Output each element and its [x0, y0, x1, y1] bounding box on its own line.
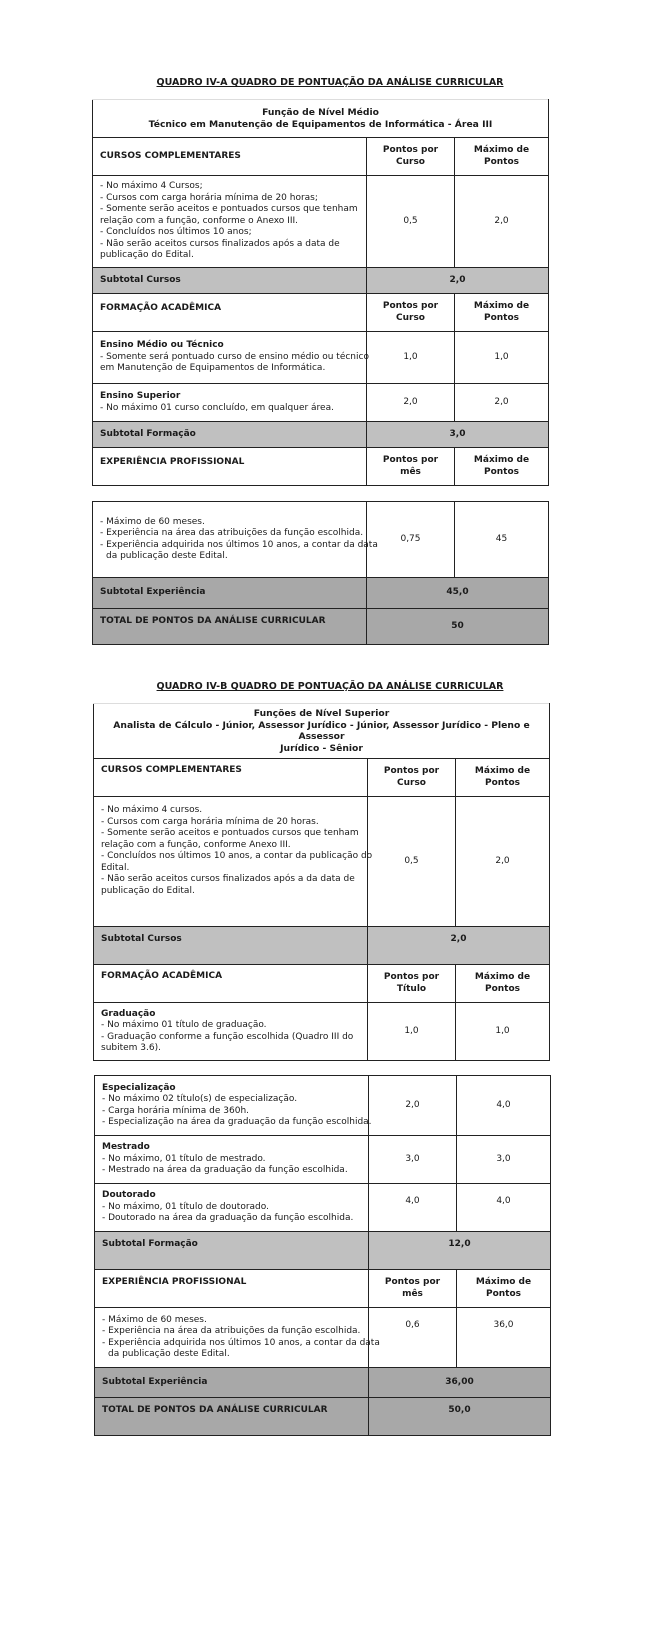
table-row	[95, 1136, 551, 1184]
column-header-maximo	[457, 1270, 551, 1308]
criteria-text	[94, 797, 373, 927]
criteria-line: - Experiência adquirida nos últimos 10 anos, a contar da data	[100, 539, 378, 550]
label: Curso	[396, 156, 425, 167]
quadro-b-header-row	[94, 704, 550, 759]
header-line: Técnico em Manutenção de Equipamentos de Informática - Área III	[148, 118, 493, 130]
criteria-line: - Doutorado na área da graduação da função escolhida.	[102, 1213, 354, 1224]
subtotal-row	[93, 578, 549, 609]
subtotal-value: 3,0	[367, 422, 549, 448]
section-heading: CURSOS COMPLEMENTARES	[94, 759, 368, 797]
subtotal-row	[93, 422, 549, 448]
subtotal-value: 12,0	[369, 1232, 551, 1270]
column-header-pontos	[368, 965, 456, 1003]
label: Máximo de	[473, 455, 530, 465]
criteria-line: - Somente será pontuado curso de ensino médio ou técnico	[100, 351, 369, 362]
criteria-title: Ensino Médio ou Técnico	[100, 340, 224, 351]
pontos-value: 2,0	[369, 1076, 457, 1136]
subtotal-label: Subtotal Experiência	[95, 1368, 369, 1398]
quadro-b-header	[94, 704, 550, 759]
formacao-heading-row	[93, 294, 549, 332]
criteria-line: relação com a função, conforme o Anexo III.	[100, 215, 298, 226]
label: Máximo de	[473, 145, 530, 155]
subtotal-value: 2,0	[367, 268, 549, 294]
criteria-line: subitem 3.6).	[101, 1043, 161, 1053]
subtotal-value: 45,0	[367, 578, 549, 609]
pontos-value: 0,6	[369, 1308, 457, 1368]
criteria-line: - Graduação conforme a função escolhida (Quadro III do	[101, 1031, 354, 1042]
quadro-a-experiencia-table	[92, 501, 549, 645]
criteria-line: publicação do Edital.	[101, 885, 195, 896]
table-row	[95, 1184, 551, 1232]
quadro-b-formacao-table	[94, 1075, 551, 1436]
maximo-value: 2,0	[455, 176, 549, 268]
cursos-heading-row	[94, 759, 550, 797]
criteria-title: Doutorado	[102, 1190, 156, 1201]
label: Pontos	[485, 1288, 522, 1299]
total-label: TOTAL DE PONTOS DA ANÁLISE CURRICULAR	[93, 609, 367, 645]
column-header-maximo	[455, 294, 549, 332]
column-header-maximo	[455, 448, 549, 486]
column-header-pontos	[367, 448, 455, 486]
maximo-value: 1,0	[456, 1003, 550, 1061]
criteria-line: - Experiência adquirida nos últimos 10 anos, a contar da data	[102, 1337, 380, 1348]
maximo-value: 2,0	[455, 384, 549, 422]
maximo-value: 4,0	[457, 1184, 551, 1232]
criteria-line: da publicação deste Edital.	[106, 551, 228, 561]
header-line: Analista de Cálculo - Júnior, Assessor Jurídico - Júnior, Assessor Jurídico - Pleno e Assessor	[113, 719, 530, 742]
table-row	[93, 502, 549, 578]
maximo-value: 36,0	[457, 1308, 551, 1368]
table-row	[95, 1308, 551, 1368]
pontos-value: 4,0	[369, 1184, 457, 1232]
label: Curso	[397, 777, 426, 788]
quadro-b-title: QUADRO IV-B QUADRO DE PONTUAÇÃO DA ANÁLISE CURRICULAR	[156, 681, 504, 692]
subtotal-row	[95, 1368, 551, 1398]
criteria-text	[95, 1076, 372, 1136]
subtotal-label: Subtotal Experiência	[93, 578, 367, 609]
label: Pontos por	[382, 145, 439, 155]
criteria-line: - Especialização na área da graduação da função escolhida.	[102, 1117, 372, 1127]
label: Máximo de	[474, 766, 531, 776]
criteria-line: - Cursos com carga horária mínima de 20 horas.	[101, 816, 319, 827]
column-header-maximo	[456, 965, 550, 1003]
table-row	[93, 384, 549, 422]
criteria-text	[95, 1136, 369, 1184]
criteria-line: - No máximo 01 curso concluído, em qualquer área.	[100, 402, 334, 413]
section-heading: CURSOS COMPLEMENTARES	[93, 138, 367, 176]
section-heading: FORMAÇÃO ACADÊMICA	[93, 294, 367, 332]
subtotal-label: Subtotal Formação	[95, 1232, 369, 1270]
criteria-line: - No máximo 02 título(s) de especialização.	[102, 1094, 298, 1104]
criteria-line: - No máximo 4 cursos.	[101, 805, 203, 815]
cursos-heading-row	[93, 138, 549, 176]
experiencia-heading-row	[93, 448, 549, 486]
experiencia-heading-row	[95, 1270, 551, 1308]
quadro-a-header-row	[93, 100, 549, 138]
header-line: Jurídico - Sênior	[280, 742, 363, 754]
criteria-line: - Mestrado na área da graduação da função escolhida.	[102, 1165, 348, 1176]
maximo-value: 3,0	[457, 1136, 551, 1184]
criteria-line: - No máximo, 01 título de mestrado.	[102, 1153, 266, 1164]
criteria-text	[95, 1308, 380, 1368]
label: Pontos por	[382, 455, 439, 465]
label: Pontos por	[383, 766, 440, 776]
label: Pontos por	[383, 972, 440, 982]
header-line: Função de Nível Médio	[262, 107, 379, 118]
criteria-text	[93, 502, 378, 578]
subtotal-row	[94, 927, 550, 965]
table-row	[93, 176, 549, 268]
section-heading: EXPERIÊNCIA PROFISSIONAL	[95, 1270, 369, 1308]
pontos-value: 0,5	[368, 797, 456, 927]
label: Máximo de	[473, 301, 530, 311]
total-label: TOTAL DE PONTOS DA ANÁLISE CURRICULAR	[95, 1398, 369, 1436]
criteria-text	[93, 384, 367, 422]
total-value: 50	[367, 609, 549, 645]
pontos-value: 3,0	[369, 1136, 457, 1184]
label: Pontos por	[382, 301, 439, 311]
label: Pontos	[484, 312, 520, 323]
label: Máximo de	[474, 972, 531, 982]
pontos-value: 0,5	[367, 176, 455, 268]
criteria-line: - Experiência na área da atribuições da função escolhida.	[102, 1326, 361, 1336]
label: Pontos	[484, 156, 520, 167]
pontos-value: 2,0	[367, 384, 455, 422]
criteria-line: - Somente serão aceitos e pontuados cursos que tenham	[101, 828, 359, 838]
criteria-title: Mestrado	[102, 1142, 150, 1153]
criteria-line: - Carga horária mínima de 360h.	[102, 1105, 250, 1116]
subtotal-label: Subtotal Cursos	[94, 927, 368, 965]
criteria-title: Graduação	[101, 1008, 156, 1019]
label: Pontos	[484, 466, 520, 477]
label: Pontos por	[384, 1277, 441, 1287]
criteria-line: - Concluídos nos últimos 10 anos;	[100, 227, 252, 238]
subtotal-label: Subtotal Cursos	[93, 268, 367, 294]
column-header-maximo	[455, 138, 549, 176]
subtotal-row	[95, 1232, 551, 1270]
criteria-line: - Experiência na área das atribuições da função escolhida.	[100, 528, 364, 538]
criteria-text	[93, 176, 367, 268]
total-row	[93, 609, 549, 645]
header-line: Funções de Nível Superior	[253, 708, 390, 719]
criteria-text	[94, 1003, 368, 1061]
criteria-line: - Máximo de 60 meses.	[100, 516, 205, 527]
section-heading: FORMAÇÃO ACADÊMICA	[94, 965, 368, 1003]
criteria-line: - Concluídos nos últimos 10 anos, a contar da publicação do	[101, 851, 373, 861]
quadro-a-header	[93, 100, 549, 138]
label: Curso	[396, 312, 425, 323]
subtotal-value: 36,00	[369, 1368, 551, 1398]
criteria-line: publicação do Edital.	[100, 250, 194, 261]
formacao-heading-row	[94, 965, 550, 1003]
maximo-value: 4,0	[457, 1076, 551, 1136]
criteria-line: - No máximo 4 Cursos;	[100, 181, 203, 192]
total-row	[95, 1398, 551, 1436]
subtotal-label: Subtotal Formação	[93, 422, 367, 448]
criteria-line: - Cursos com carga horária mínima de 20 horas;	[100, 192, 318, 203]
label: Título	[396, 983, 427, 994]
criteria-line: - No máximo 01 título de graduação.	[101, 1020, 267, 1030]
criteria-text	[93, 332, 367, 384]
criteria-title: Especialização	[102, 1082, 176, 1093]
label: mês	[400, 466, 421, 477]
maximo-value: 2,0	[456, 797, 550, 927]
column-header-pontos	[368, 759, 456, 797]
column-header-pontos	[367, 294, 455, 332]
table-row	[94, 797, 550, 927]
criteria-line: - Somente serão aceitos e pontuados cursos que tenham	[100, 204, 358, 215]
quadro-a-table	[92, 99, 549, 486]
criteria-title: Ensino Superior	[100, 391, 181, 401]
label: Pontos	[484, 777, 521, 788]
quadro-b-table	[93, 703, 550, 1061]
section-heading: EXPERIÊNCIA PROFISSIONAL	[93, 448, 367, 486]
label: mês	[402, 1288, 423, 1299]
criteria-text	[95, 1184, 369, 1232]
label: Máximo de	[475, 1277, 532, 1287]
quadro-a-title: QUADRO IV-A QUADRO DE PONTUAÇÃO DA ANÁLISE CURRICULAR	[156, 77, 504, 88]
table-row	[95, 1076, 551, 1136]
pontos-value: 0,75	[367, 502, 455, 578]
label: Pontos	[484, 983, 521, 994]
column-header-pontos	[367, 138, 455, 176]
criteria-line: - Máximo de 60 meses.	[102, 1314, 207, 1325]
criteria-line: em Manutenção de Equipamentos de Informática.	[100, 363, 326, 374]
criteria-line: - Não serão aceitos cursos finalizados após a data de	[100, 238, 340, 249]
pontos-value: 1,0	[368, 1003, 456, 1061]
table-row	[93, 332, 549, 384]
criteria-line: Edital.	[101, 862, 130, 873]
subtotal-value: 2,0	[368, 927, 550, 965]
column-header-maximo	[456, 759, 550, 797]
pontos-value: 1,0	[367, 332, 455, 384]
column-header-pontos	[369, 1270, 457, 1308]
total-value: 50,0	[369, 1398, 551, 1436]
criteria-line: relação com a função, conforme Anexo III.	[101, 839, 291, 850]
criteria-line: - No máximo, 01 título de doutorado.	[102, 1201, 269, 1212]
maximo-value: 45	[455, 502, 549, 578]
criteria-line: - Não serão aceitos cursos finalizados após a da data de	[101, 874, 355, 884]
subtotal-row	[93, 268, 549, 294]
criteria-line: da publicação deste Edital.	[108, 1349, 230, 1359]
table-row	[94, 1003, 550, 1061]
maximo-value: 1,0	[455, 332, 549, 384]
